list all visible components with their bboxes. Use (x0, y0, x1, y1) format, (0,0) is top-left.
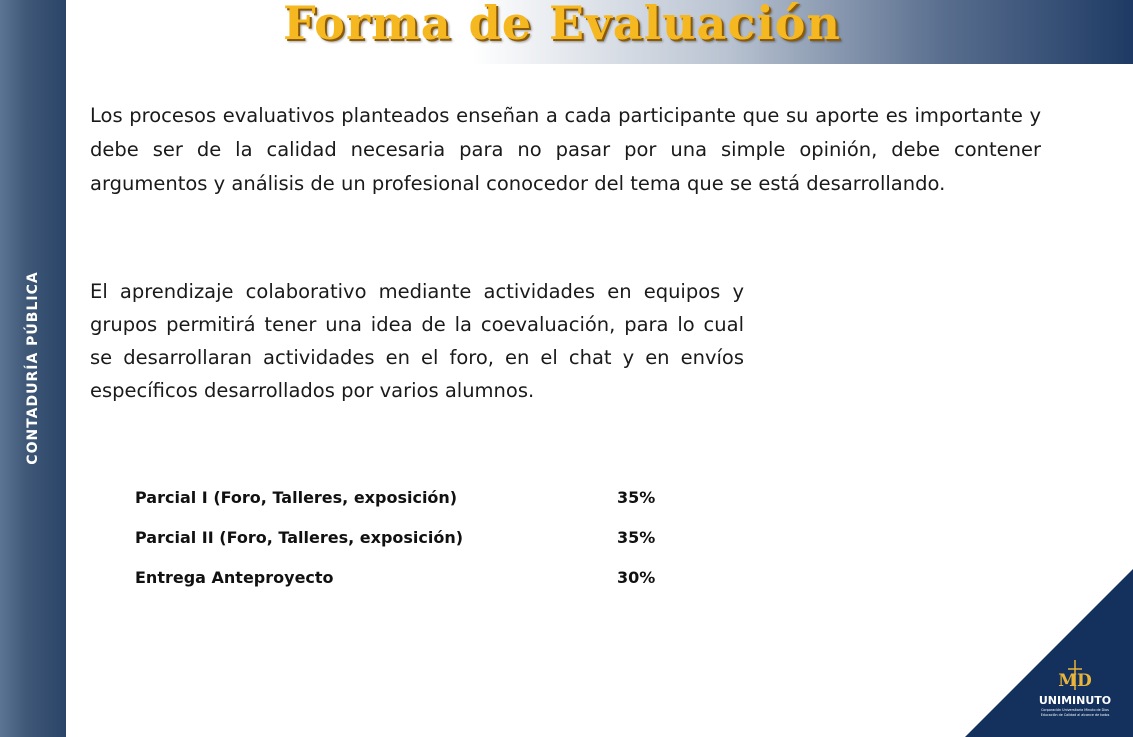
grade-percent: 30% (617, 568, 656, 587)
paragraph-evaluation-process: Los procesos evaluativos planteados enseñan a cada participante que su aporte es importante y debe ser de la calidad necesaria para no pasar por una simple opinión, debe contener argumentos y análisis de un profesional conocedor del tema que se está desarrollando. (90, 104, 1041, 195)
grade-percent: 35% (617, 528, 656, 547)
paragraph-collaborative-learning: El aprendizaje colaborativo mediante actividades en equipos y grupos permitirá tener una idea de la coevaluación, para lo cual se desarrollaran actividades en el foro, en el chat y en envíos específicos desarrollados por varios alumnos. (90, 280, 744, 402)
grade-label: Parcial II (Foro, Talleres, exposición) (135, 528, 464, 547)
grade-label: Entrega Anteproyecto (135, 568, 334, 587)
page-title: Forma de Evaluación (283, 0, 841, 50)
grade-percent: 35% (617, 488, 656, 507)
uniminuto-logo (1032, 660, 1118, 720)
sidebar-band (0, 0, 66, 737)
logo-tagline-2: Educación de Calidad al alcance de todos (1040, 713, 1110, 717)
sidebar-label: CONTADURÍA PÚBLICA (25, 271, 41, 465)
logo-name: UNIMINUTO (1038, 694, 1112, 707)
logo-initials: MD (1058, 671, 1092, 691)
logo-tagline-1: Corporación Universitaria Minuto de Dios (1041, 708, 1109, 712)
grade-label: Parcial I (Foro, Talleres, exposición) (135, 488, 458, 507)
